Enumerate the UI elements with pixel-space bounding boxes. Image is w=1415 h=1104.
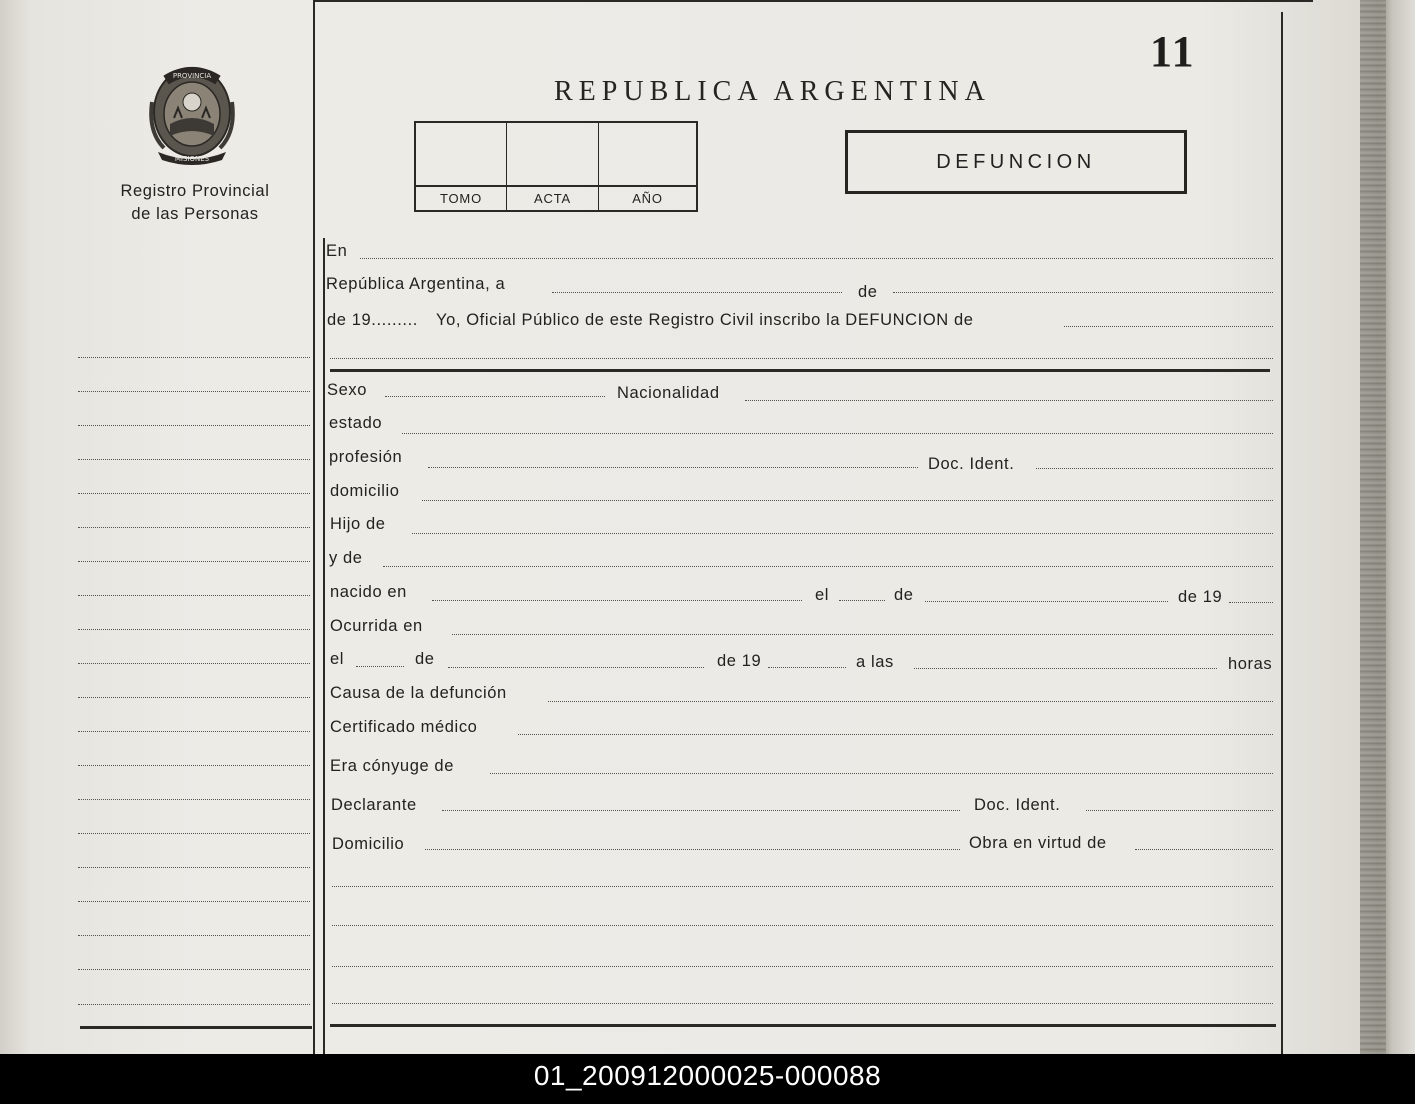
deceased-name-field[interactable] <box>1064 326 1273 327</box>
death-year-field[interactable] <box>768 667 846 668</box>
horas-label: horas <box>1228 655 1273 673</box>
top-border <box>313 0 1313 2</box>
estado-field[interactable] <box>402 433 1273 434</box>
image-id-caption: 01_200912000025-000088 <box>0 1054 1415 1104</box>
bottom-rule <box>330 1024 1276 1027</box>
anio-cell[interactable] <box>599 123 696 210</box>
margin-line[interactable] <box>78 595 310 596</box>
blank-line[interactable] <box>332 1003 1273 1004</box>
obra-label: Obra en virtud de <box>969 834 1107 852</box>
acta-cell[interactable] <box>507 123 599 210</box>
causa-label: Causa de la defunción <box>330 684 507 702</box>
margin-line[interactable] <box>78 425 310 426</box>
y-de-label: y de <box>329 549 363 567</box>
conyuge-label: Era cónyuge de <box>330 757 454 775</box>
coat-of-arms-icon <box>144 62 240 168</box>
doc-ident-2-label: Doc. Ident. <box>974 796 1061 814</box>
registry-line-1: Registro Provincial <box>120 182 270 200</box>
anio-label: AÑO <box>632 191 663 206</box>
blank-line[interactable] <box>332 925 1273 926</box>
tomo-label: TOMO <box>440 191 482 206</box>
domicilio-2-field[interactable] <box>425 849 960 850</box>
doc-ident-label: Doc. Ident. <box>928 455 1015 473</box>
blank-line[interactable] <box>332 966 1273 967</box>
margin-line[interactable] <box>78 833 310 834</box>
en-field[interactable] <box>360 258 1273 259</box>
profesion-field[interactable] <box>428 467 918 468</box>
margin-line[interactable] <box>78 561 310 562</box>
declarante-field[interactable] <box>442 810 960 811</box>
a-las-label: a las <box>856 653 894 671</box>
declarante-label: Declarante <box>331 796 417 814</box>
birth-year-field[interactable] <box>1229 602 1273 603</box>
death-day-field[interactable] <box>356 666 404 667</box>
en-label: En <box>326 242 348 260</box>
yo-label: Yo, Oficial Público de este Registro Civil inscribo la DEFUNCION de <box>436 311 974 329</box>
registry-name <box>95 180 295 226</box>
doc-ident-field[interactable] <box>1036 468 1273 469</box>
time-field[interactable] <box>914 668 1217 669</box>
margin-line[interactable] <box>78 459 310 460</box>
death-de-label: de <box>415 650 435 668</box>
reference-table <box>414 121 698 212</box>
doc-ident-2-field[interactable] <box>1086 810 1273 811</box>
deceased-name-field-2[interactable] <box>330 358 1273 359</box>
ocurrida-en-label: Ocurrida en <box>330 617 423 635</box>
margin-line[interactable] <box>78 799 310 800</box>
margin-line[interactable] <box>78 731 310 732</box>
profesion-label: profesión <box>329 448 403 466</box>
nacionalidad-field[interactable] <box>745 400 1273 401</box>
de-label: de <box>858 283 878 301</box>
conyuge-field[interactable] <box>490 773 1273 774</box>
margin-line[interactable] <box>78 527 310 528</box>
certificado-field[interactable] <box>518 734 1273 735</box>
record-type-box: DEFUNCION <box>845 130 1187 194</box>
section-divider <box>330 369 1270 372</box>
margin-line[interactable] <box>78 357 310 358</box>
causa-field[interactable] <box>548 701 1273 702</box>
margin-bottom-rule <box>80 1026 312 1029</box>
acta-label: ACTA <box>534 191 571 206</box>
left-column-border <box>313 0 315 1054</box>
death-month-field[interactable] <box>448 667 704 668</box>
nacido-en-label: nacido en <box>330 583 407 601</box>
domicilio-2-label: Domicilio <box>332 835 405 853</box>
book-binding <box>1360 0 1386 1054</box>
margin-line[interactable] <box>78 969 310 970</box>
year-label: de 19......... <box>327 311 418 329</box>
margin-line[interactable] <box>78 697 310 698</box>
birth-de-label: de <box>894 586 914 604</box>
main-column-border <box>323 238 325 1054</box>
death-year-label: de 19 <box>717 652 762 670</box>
month-field[interactable] <box>893 292 1273 293</box>
obra-field[interactable] <box>1135 849 1273 850</box>
death-el-label: el <box>330 650 345 668</box>
republica-label: República Argentina, a <box>326 275 506 293</box>
margin-line[interactable] <box>78 765 310 766</box>
seal-top-text: PROVINCIA <box>172 72 212 80</box>
margin-line[interactable] <box>78 391 310 392</box>
margin-line[interactable] <box>78 663 310 664</box>
el-label: el <box>815 586 830 604</box>
estado-label: estado <box>329 414 383 432</box>
domicilio-field[interactable] <box>422 500 1273 501</box>
registry-line-2: de las Personas <box>131 205 259 223</box>
page-number: 11 <box>1150 27 1196 76</box>
ocurrida-field[interactable] <box>452 634 1273 635</box>
margin-line[interactable] <box>78 935 310 936</box>
seal-bottom-text: MISIONES <box>174 155 210 163</box>
birth-day-field[interactable] <box>839 600 885 601</box>
certificado-label: Certificado médico <box>330 718 478 736</box>
margin-line[interactable] <box>78 901 310 902</box>
margin-line[interactable] <box>78 493 310 494</box>
mother-field[interactable] <box>383 566 1273 567</box>
margin-line[interactable] <box>78 867 310 868</box>
margin-line[interactable] <box>78 1004 310 1005</box>
blank-line[interactable] <box>332 886 1273 887</box>
margin-line[interactable] <box>78 629 310 630</box>
day-field[interactable] <box>552 292 842 293</box>
father-field[interactable] <box>412 533 1273 534</box>
tomo-cell[interactable] <box>416 123 507 210</box>
birth-month-field[interactable] <box>925 601 1168 602</box>
domicilio-label: domicilio <box>330 482 400 500</box>
sexo-label: Sexo <box>327 381 368 399</box>
page-title: REPUBLICA ARGENTINA <box>554 76 991 107</box>
birthplace-field[interactable] <box>432 600 802 601</box>
sexo-field[interactable] <box>385 396 605 397</box>
birth-year-label: de 19 <box>1178 588 1223 606</box>
hijo-de-label: Hijo de <box>330 515 386 533</box>
right-border <box>1281 12 1283 1054</box>
nacionalidad-label: Nacionalidad <box>617 384 720 402</box>
